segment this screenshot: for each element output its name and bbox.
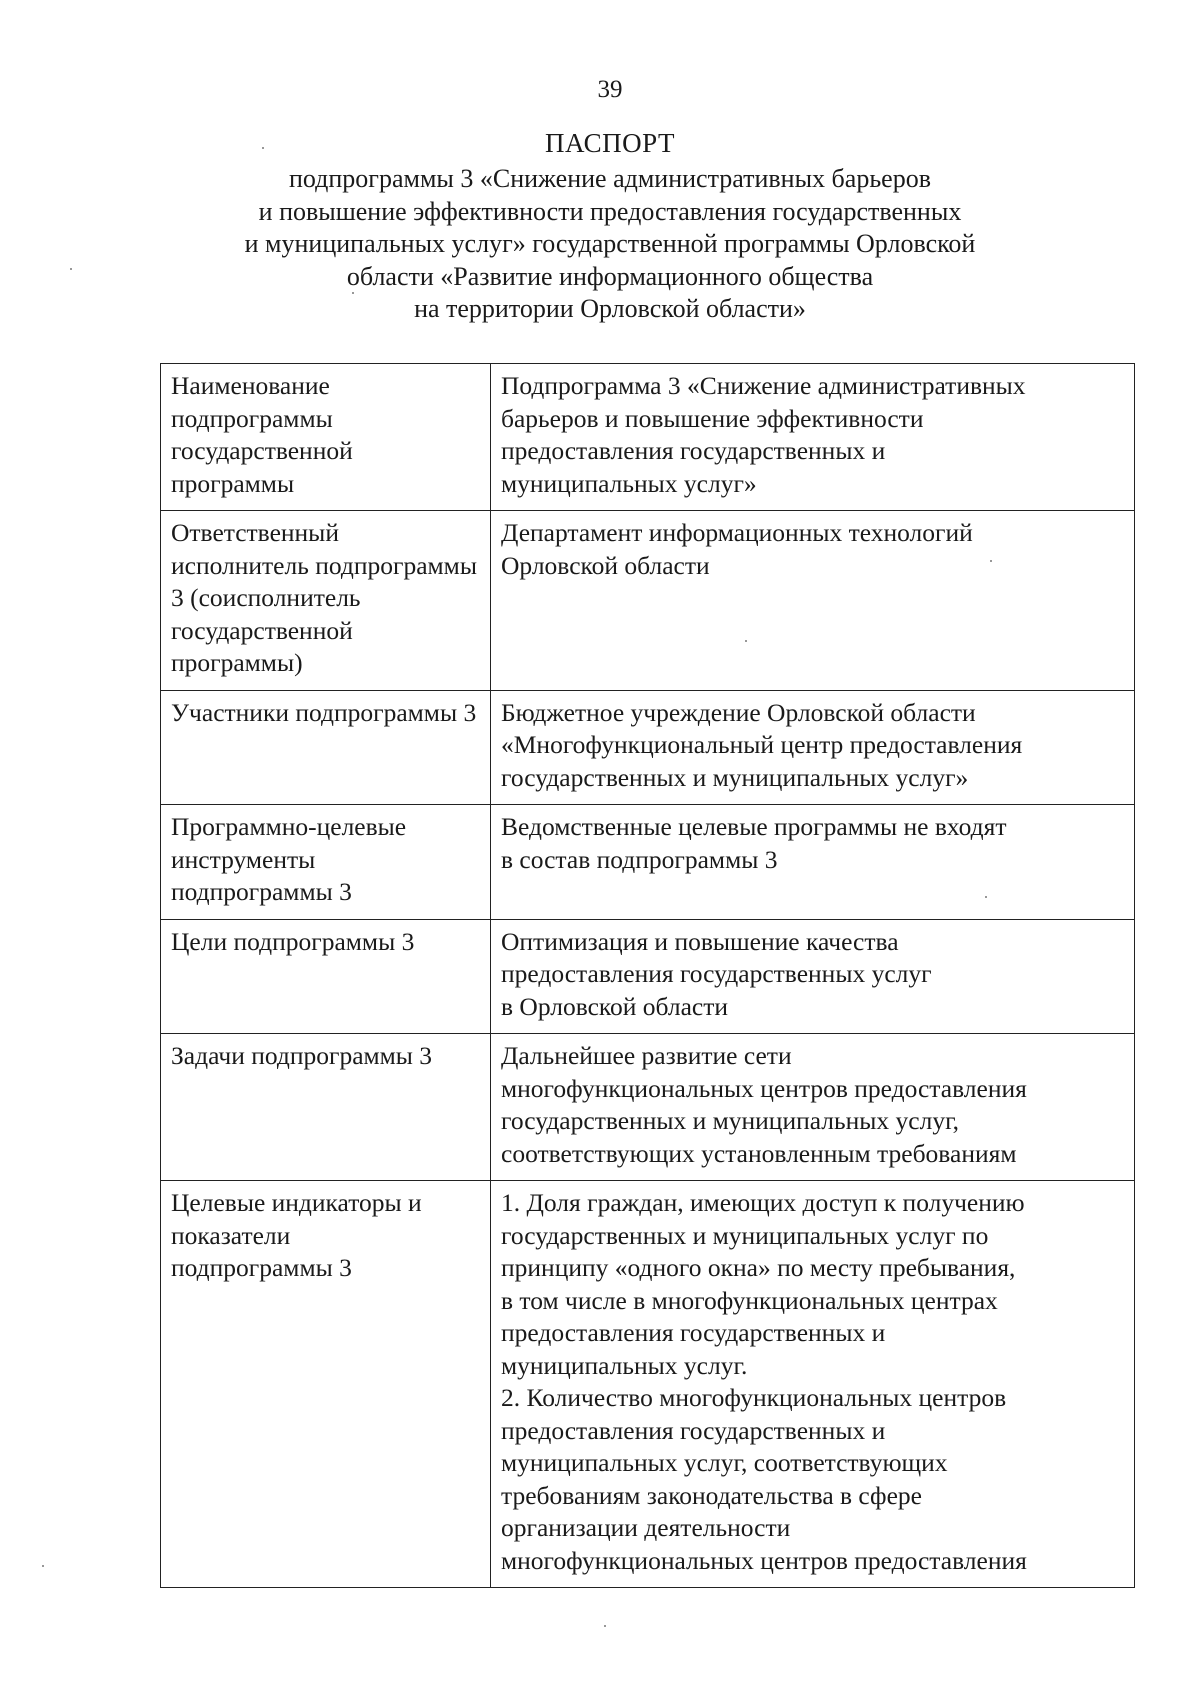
scan-speck bbox=[352, 292, 354, 294]
table-row bbox=[161, 919, 1135, 1034]
row-label: Цели подпрограммы 3 bbox=[161, 919, 491, 1034]
table-row bbox=[161, 805, 1135, 920]
row-label: Участники подпрограммы 3 bbox=[161, 690, 491, 805]
scan-speck bbox=[42, 1565, 44, 1567]
row-value: Департамент информационных технологий Орловской области bbox=[491, 511, 1135, 691]
row-value: 1. Доля граждан, имеющих доступ к получению государственных и муниципальных услуг по принципу «одного окна» по месту пребывания, в том числе в многофункциональных центрах предоставления государственных и муниципальных услуг. 2. Количество многофункциональных центров предоставления государственных и муниципальных услуг, соответствующих требованиям законодательства в сфере организации деятельности многофункциональных центров предоставления bbox=[491, 1181, 1135, 1588]
row-label: Задачи подпрограммы 3 bbox=[161, 1034, 491, 1181]
document-title: ПАСПОРТ bbox=[545, 128, 675, 158]
row-value: Подпрограмма 3 «Снижение административных барьеров и повышение эффективности предоставления государственных и муниципальных услуг» bbox=[491, 364, 1135, 511]
scan-speck bbox=[70, 268, 72, 270]
page-number: 39 bbox=[597, 76, 623, 103]
subtitle-line: подпрограммы 3 «Снижение административных барьеров bbox=[288, 164, 931, 193]
row-value: Дальнейшее развитие сети многофункциональных центров предоставления государственных и муниципальных услуг, соответствующих установленным требованиям bbox=[491, 1034, 1135, 1181]
row-label: Целевые индикаторы и показатели подпрограммы 3 bbox=[161, 1181, 491, 1588]
row-value: Бюджетное учреждение Орловской области «Многофункциональный центр предоставления государственных и муниципальных услуг» bbox=[491, 690, 1135, 805]
table-row bbox=[161, 511, 1135, 691]
row-value: Ведомственные целевые программы не входят в состав подпрограммы 3 bbox=[491, 805, 1135, 920]
subtitle-line: области «Развитие информационного общества bbox=[346, 261, 874, 291]
scan-speck bbox=[262, 147, 264, 149]
scan-speck bbox=[745, 640, 747, 642]
subtitle-line: на территории Орловской области» bbox=[414, 294, 806, 323]
row-label: Наименование подпрограммы государственной программы bbox=[161, 364, 491, 511]
scan-speck bbox=[604, 1625, 606, 1627]
subtitle-line: и муниципальных услуг» государственной программы Орловской bbox=[244, 229, 976, 258]
passport-table bbox=[160, 363, 1135, 1588]
row-value: Оптимизация и повышение качества предоставления государственных услуг в Орловской области bbox=[491, 919, 1135, 1034]
table-row bbox=[161, 1181, 1135, 1588]
scan-speck bbox=[985, 896, 987, 898]
row-label: Ответственный исполнитель подпрограммы 3 (соисполнитель государственной программы) bbox=[161, 511, 491, 691]
scan-speck bbox=[990, 560, 992, 562]
table-row bbox=[161, 690, 1135, 805]
row-label: Программно-целевые инструменты подпрограммы 3 bbox=[161, 805, 491, 920]
subtitle-line: и повышение эффективности предоставления государственных bbox=[258, 196, 962, 226]
table-row bbox=[161, 364, 1135, 511]
table-row bbox=[161, 1034, 1135, 1181]
document-subtitle bbox=[0, 163, 1200, 326]
